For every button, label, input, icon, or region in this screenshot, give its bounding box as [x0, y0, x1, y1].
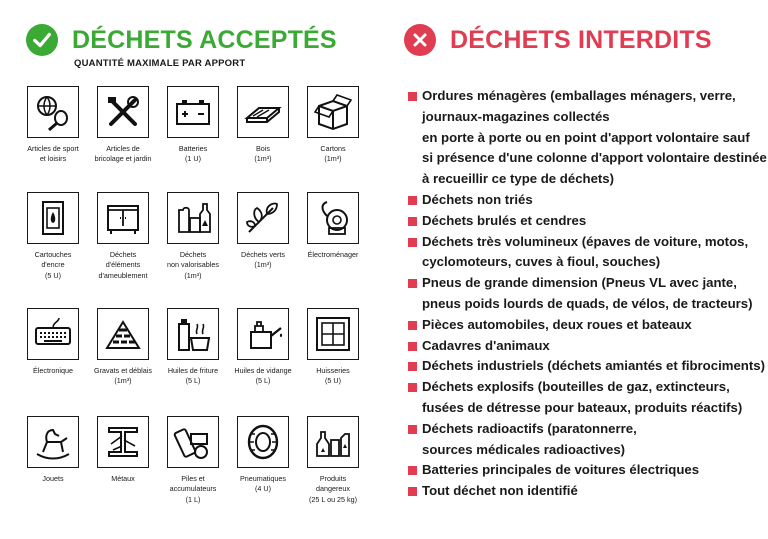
- accepted-item-label-line: Déchets: [179, 250, 207, 259]
- accepted-item-icon-box: [97, 308, 149, 360]
- accepted-item-quantity: (4 U): [255, 484, 271, 494]
- accepted-item-label-line: Cartouches: [34, 250, 72, 259]
- accepted-item-icon-box: [307, 416, 359, 468]
- forbidden-item-line: Batteries principales de voitures électriques: [422, 462, 700, 478]
- cardboard-icon: [313, 92, 353, 132]
- forbidden-item-line: Ordures ménagères (emballages ménagers, verre,: [422, 88, 736, 103]
- bullet-square-icon: [408, 383, 417, 392]
- accepted-item-quantity: (5 L): [185, 376, 201, 386]
- forbidden-item-line: Déchets radioactifs (paratonnerre,: [422, 420, 637, 436]
- bullet-square-icon: [408, 362, 417, 371]
- non-recoverable-icon: [173, 198, 213, 238]
- accepted-item-label-line: Articles de: [106, 144, 140, 153]
- accepted-item-label-line: et loisirs: [39, 154, 67, 164]
- forbidden-item-line: en porte à porte ou en point d'apport volontaire sauf: [422, 129, 750, 145]
- accepted-item-icon-box: [27, 86, 79, 138]
- accepted-item: [158, 308, 228, 387]
- accepted-item-label-line: Produits: [319, 474, 347, 483]
- accepted-item: [228, 308, 298, 387]
- accepted-item-label-line: Métaux: [111, 474, 135, 483]
- forbidden-item: [408, 190, 764, 211]
- window-icon: [313, 314, 353, 354]
- forbidden-item: [408, 315, 764, 336]
- accepted-item-label: [18, 250, 88, 271]
- accepted-item-icon-box: [97, 192, 149, 244]
- metal-icon: [103, 422, 143, 462]
- accepted-item-label: [158, 366, 228, 376]
- accepted-item: [88, 308, 158, 387]
- forbidden-item-line: sources médicales radioactives): [422, 441, 626, 457]
- accepted-item-quantity: (1m³): [184, 270, 202, 280]
- accepted-item-label: [298, 250, 368, 260]
- accepted-item: [228, 416, 298, 495]
- accepted-item-label: [18, 474, 88, 484]
- accepted-item-quantity: (1m³): [254, 154, 272, 164]
- accepted-item-label-line: Huisseries: [316, 366, 350, 375]
- accepted-item-icon-box: [167, 416, 219, 468]
- accepted-item-label: [88, 474, 158, 484]
- accepted-item-quantity: (1 U): [185, 154, 201, 164]
- accepted-item-icon-box: [167, 192, 219, 244]
- forbidden-item-line: à recueillir ce type de déchets): [422, 171, 615, 187]
- accepted-item-icon-box: [307, 192, 359, 244]
- frying-oil-icon: [173, 314, 213, 354]
- accepted-item-label-line: Bois: [256, 144, 270, 153]
- rubble-icon: [103, 314, 143, 354]
- accepted-item-label-line: accumulateurs: [169, 484, 217, 494]
- accepted-item-label: [228, 474, 298, 484]
- forbidden-item: [408, 211, 764, 232]
- accepted-item-label-line: Jouets: [42, 474, 64, 483]
- accepted-item-label: [88, 366, 158, 376]
- accepted-item-quantity: (1 L): [185, 494, 201, 504]
- forbidden-header: [404, 24, 712, 56]
- ink-cartridge-icon: [33, 198, 73, 238]
- bullet-square-icon: [408, 466, 417, 475]
- accepted-item-label-line: Huiles de friture: [167, 366, 219, 375]
- accepted-item: [18, 416, 88, 484]
- forbidden-item-line: Pneus de grande dimension (Pneus VL avec jante,: [422, 275, 737, 291]
- batteries-cells-icon: [173, 422, 213, 462]
- forbidden-item-line: Pièces automobiles, deux roues et bateaux: [422, 316, 692, 332]
- forbidden-section: [390, 0, 768, 539]
- battery-icon: [173, 92, 213, 132]
- accepted-item-quantity: (25 L ou 25 kg): [308, 494, 358, 504]
- accepted-item-label: [88, 250, 158, 281]
- sports-icon: [33, 92, 73, 132]
- accepted-item-label-line: d'ameublement: [98, 270, 148, 280]
- accepted-item-icon-box: [167, 86, 219, 138]
- forbidden-item-line: Déchets très volumineux (épaves de voiture, motos,: [422, 233, 749, 249]
- bullet-square-icon: [408, 92, 417, 101]
- accepted-item-icon-box: [27, 308, 79, 360]
- accepted-item-label: [158, 250, 228, 271]
- forbidden-item: [408, 460, 764, 481]
- forbidden-item-line: fusées de détresse pour bateaux, produits réactifs): [422, 399, 743, 415]
- accepted-item: [18, 308, 88, 376]
- accepted-item: [298, 192, 368, 260]
- check-icon: [26, 24, 58, 56]
- forbidden-item-line: cyclomoteurs, cuves à fioul, souches): [422, 254, 661, 270]
- accepted-item-icon-box: [97, 86, 149, 138]
- forbidden-item: [408, 481, 764, 502]
- accepted-item-label: [18, 366, 88, 376]
- accepted-item-icon-box: [237, 416, 289, 468]
- accepted-item-label: [88, 144, 158, 165]
- accepted-item-icon-box: [237, 192, 289, 244]
- green-waste-icon: [243, 198, 283, 238]
- accepted-item: [18, 86, 88, 165]
- accepted-item: [18, 192, 88, 281]
- accepted-item-label: [298, 144, 368, 154]
- accepted-item-icon-box: [237, 308, 289, 360]
- tire-icon: [243, 422, 283, 462]
- bullet-square-icon: [408, 487, 417, 496]
- bullet-square-icon: [408, 342, 417, 351]
- forbidden-title: DÉCHETS INTERDITS: [450, 25, 712, 54]
- accepted-item-icon-box: [27, 192, 79, 244]
- bullet-square-icon: [408, 321, 417, 330]
- cross-icon: [404, 24, 436, 56]
- forbidden-list: [408, 86, 767, 502]
- forbidden-item: [408, 377, 764, 419]
- accepted-item-quantity: (1m³): [254, 260, 272, 270]
- accepted-item-icon-box: [97, 416, 149, 468]
- oil-can-icon: [243, 314, 283, 354]
- accepted-item-label-line: Cartons: [320, 144, 346, 153]
- bullet-square-icon: [408, 238, 417, 247]
- bullet-square-icon: [408, 217, 417, 226]
- accepted-item-label-line: Électroménager: [307, 250, 359, 259]
- accepted-item-label-line: Huiles de vidange: [234, 366, 292, 375]
- forbidden-item-line: Tout déchet non identifié: [422, 483, 578, 499]
- wood-icon: [243, 92, 283, 132]
- accepted-header: [26, 24, 337, 56]
- accepted-item-quantity: (5 U): [325, 376, 341, 386]
- accepted-item: [88, 86, 158, 165]
- forbidden-item-line: Déchets brulés et cendres: [422, 212, 587, 228]
- accepted-item-label-line: Piles et: [181, 474, 205, 483]
- accepted-item-label: [158, 474, 228, 495]
- accepted-item: [298, 416, 368, 505]
- forbidden-item: [408, 336, 764, 357]
- forbidden-item-line: si présence d'une colonne d'apport volontaire destinée: [422, 150, 767, 166]
- accepted-item: [158, 192, 228, 281]
- accepted-item-label-line: Électronique: [33, 366, 73, 375]
- forbidden-item: [408, 232, 764, 274]
- accepted-item-label-line: dangereux: [316, 484, 350, 494]
- accepted-item-label: [18, 144, 88, 165]
- accepted-item-label: [228, 144, 298, 154]
- bullet-square-icon: [408, 425, 417, 434]
- accepted-item-label-line: d'éléments: [105, 260, 141, 270]
- furniture-icon: [103, 198, 143, 238]
- forbidden-item: [408, 356, 764, 377]
- appliance-icon: [313, 198, 353, 238]
- hazardous-products-icon: [313, 422, 353, 462]
- accepted-item-quantity: (1m³): [114, 376, 132, 386]
- accepted-item-label-line: Déchets: [109, 250, 137, 259]
- forbidden-item: [408, 86, 767, 190]
- accepted-item-quantity: (5 L): [255, 376, 271, 386]
- accepted-item-label-line: Articles de sport: [27, 144, 79, 153]
- accepted-item: [88, 416, 158, 484]
- accepted-item-label: [298, 474, 368, 495]
- forbidden-item-line: Déchets explosifs (bouteilles de gaz, extincteurs,: [422, 379, 730, 395]
- accepted-item-label: [228, 250, 298, 260]
- accepted-item: [88, 192, 158, 281]
- tools-icon: [103, 92, 143, 132]
- accepted-title: DÉCHETS ACCEPTÉS: [72, 25, 337, 54]
- forbidden-item-line: Déchets industriels (déchets amiantés et fibrociments): [422, 358, 765, 374]
- accepted-item-icon-box: [237, 86, 289, 138]
- accepted-item-label: [158, 144, 228, 154]
- forbidden-item-line: Cadavres d'animaux: [422, 337, 550, 353]
- forbidden-item-line: pneus poids lourds de quads, de vélos, de tracteurs): [422, 295, 753, 311]
- accepted-item-label-line: non valorisables: [167, 260, 219, 270]
- keyboard-icon: [33, 314, 73, 354]
- accepted-item: [158, 86, 228, 165]
- accepted-item-icon-box: [307, 86, 359, 138]
- forbidden-item-line: Déchets non triés: [422, 191, 533, 207]
- accepted-item: [228, 86, 298, 165]
- accepted-item-icon-box: [307, 308, 359, 360]
- rocking-horse-icon: [33, 422, 73, 462]
- accepted-item-label-line: d'encre: [41, 260, 65, 270]
- bullet-square-icon: [408, 196, 417, 205]
- accepted-item-label: [228, 366, 298, 376]
- accepted-item: [298, 308, 368, 387]
- accepted-item-icon-box: [167, 308, 219, 360]
- bullet-square-icon: [408, 279, 417, 288]
- accepted-subtitle: QUANTITÉ MAXIMALE PAR APPORT: [74, 58, 246, 69]
- accepted-item-icon-box: [27, 416, 79, 468]
- accepted-item-label-line: Déchets verts: [241, 250, 285, 259]
- forbidden-item-line: journaux-magazines collectés: [422, 108, 610, 124]
- accepted-item: [158, 416, 228, 505]
- accepted-item-label-line: Pneumatiques: [240, 474, 286, 483]
- accepted-item: [298, 86, 368, 165]
- accepted-item-label-line: bricolage et jardin: [94, 154, 152, 164]
- accepted-item-quantity: (1m³): [324, 154, 342, 164]
- accepted-item-label-line: Gravats et déblais: [94, 366, 152, 375]
- accepted-item-quantity: (5 U): [45, 270, 61, 280]
- accepted-item-label-line: Batteries: [178, 144, 208, 153]
- forbidden-item: [408, 273, 764, 315]
- accepted-item: [228, 192, 298, 271]
- forbidden-item: [408, 419, 764, 461]
- accepted-item-label: [298, 366, 368, 376]
